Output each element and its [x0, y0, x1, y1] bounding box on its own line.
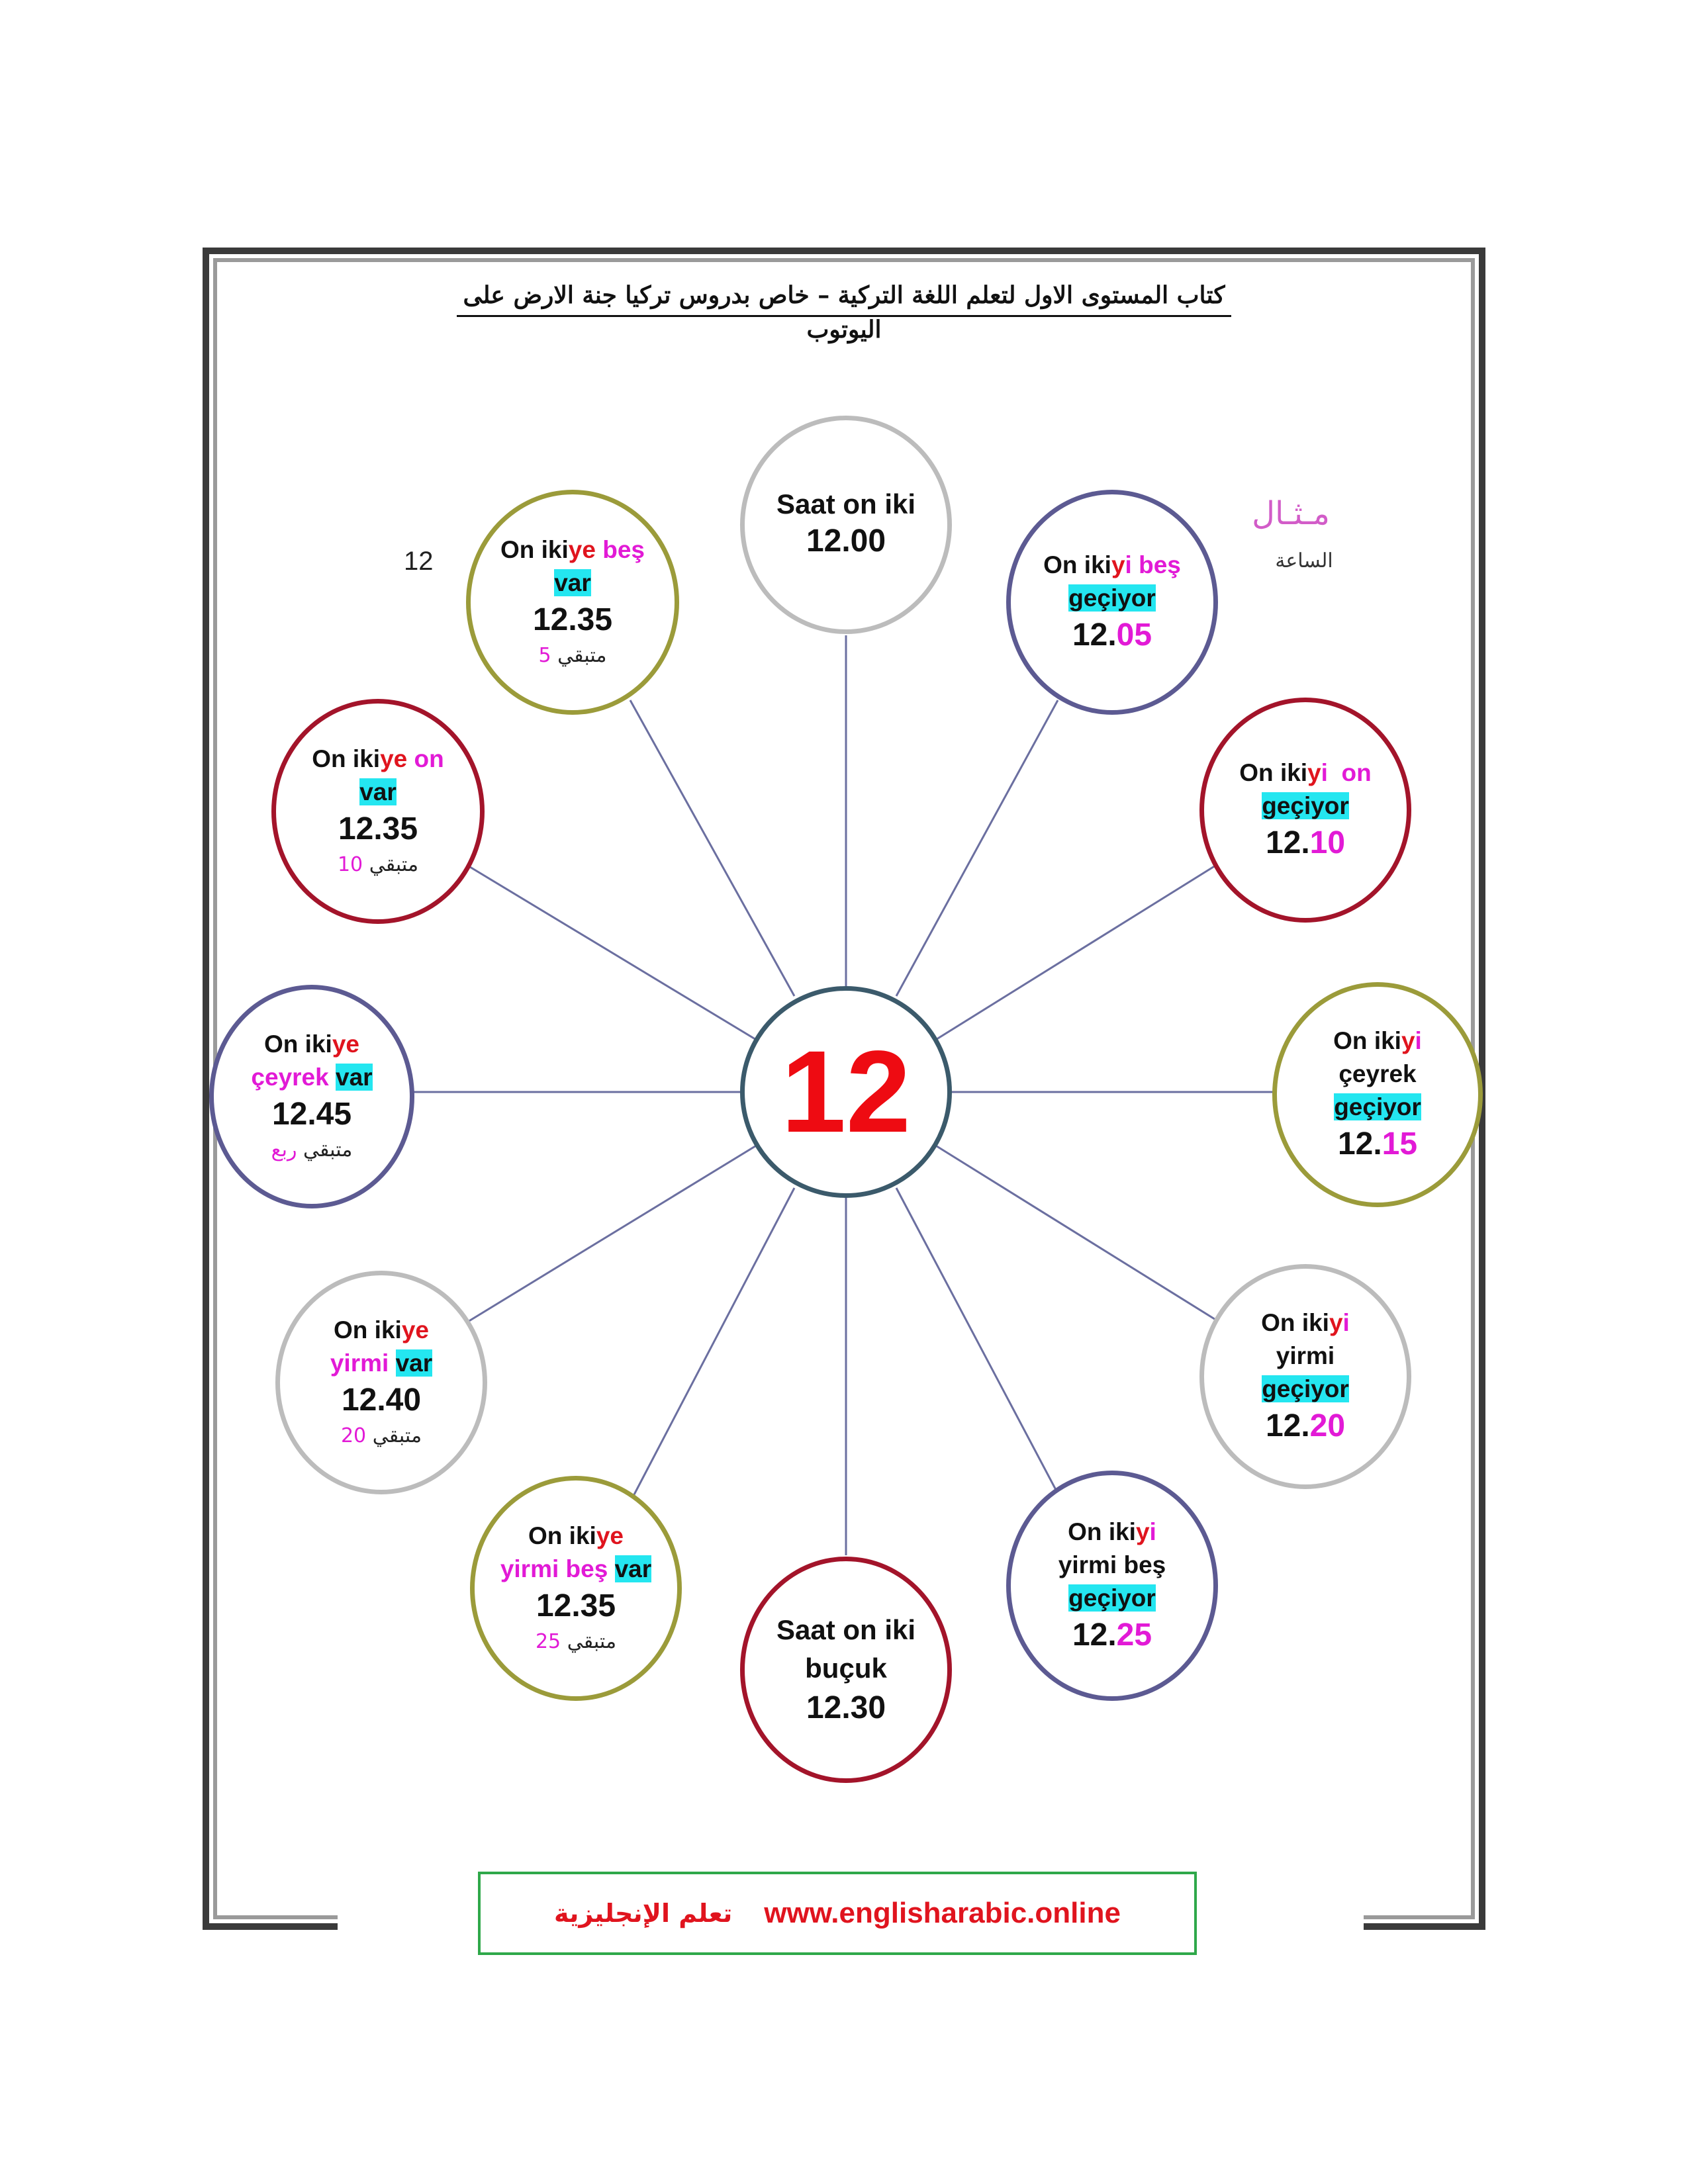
- circle-1250: [271, 699, 485, 924]
- circle-1215-phrase: On ikiyi: [1333, 1027, 1422, 1054]
- circle-1250-remaining: متبقي 10: [337, 853, 419, 876]
- page-header: كتاب المستوى الاول لتعلم اللغة التركية – خاص بدروس تركيا جنة الارض على اليوتوب: [457, 278, 1231, 317]
- circle-1235-b-phrase: On ikiye: [528, 1522, 624, 1549]
- footer-banner: [478, 1872, 1197, 1955]
- circle-1215-word: çeyrek: [1338, 1060, 1417, 1087]
- circle-1230: [740, 1557, 952, 1783]
- footer-arabic: تعلم الإنجليزية: [554, 1899, 733, 1928]
- circle-1200-label: Saat on iki: [776, 488, 916, 520]
- circle-1210-phrase: On ikiyi on: [1239, 759, 1372, 786]
- center-hour-number: 12: [781, 1027, 911, 1157]
- circle-1230-label2: buçuk: [805, 1653, 887, 1684]
- circle-1225-phrase: On ikiyi: [1068, 1518, 1156, 1545]
- spoke-1220: [935, 1145, 1222, 1324]
- circle-1240-phrase: On ikiye: [334, 1316, 429, 1343]
- circle-1255: [466, 490, 679, 715]
- spoke-1225: [896, 1188, 1062, 1501]
- circle-1220-verb: geçiyor: [1262, 1375, 1349, 1402]
- circle-1240-word-line: yirmi var: [330, 1349, 433, 1377]
- circle-1245-remaining: متبقي ربع: [271, 1138, 353, 1161]
- circle-1255-time: 12.35: [532, 602, 613, 637]
- circle-1210-verb: geçiyor: [1262, 792, 1349, 819]
- circle-1245-phrase: On ikiye: [264, 1030, 359, 1058]
- circle-1250-phrase: On ikiye on: [312, 745, 444, 772]
- circle-1210: [1199, 698, 1411, 923]
- circle-1205-time: 12.05: [1072, 617, 1152, 653]
- spoke-1255: [630, 700, 794, 996]
- circle-1255-verb: var: [554, 569, 591, 596]
- circle-1210-time: 12.10: [1265, 825, 1346, 860]
- circle-1255-remaining: متبقي 5: [538, 644, 607, 667]
- circle-1200-time: 12.00: [806, 523, 886, 559]
- circle-1230-label: Saat on iki: [776, 1614, 916, 1645]
- circle-1205-verb: geçiyor: [1068, 584, 1156, 612]
- footer-url-link[interactable]: www.englisharabic.online: [764, 1897, 1121, 1929]
- circle-1215-verb: geçiyor: [1334, 1093, 1421, 1120]
- spoke-1235b: [633, 1188, 794, 1497]
- circle-1220-word: yirmi: [1276, 1342, 1335, 1369]
- circle-1235-b-time: 12.35: [536, 1588, 616, 1623]
- spoke-1205: [896, 700, 1058, 996]
- example-title: مـثـال: [1252, 495, 1330, 532]
- circle-1200: [740, 416, 952, 634]
- circle-1205-phrase: On ikiyi beş: [1043, 551, 1181, 578]
- circle-1240: [275, 1271, 487, 1494]
- circle-1240-remaining: متبقي 20: [340, 1424, 422, 1447]
- side-number-label: 12: [404, 547, 434, 576]
- center-hour-circle: [740, 986, 952, 1198]
- circle-1225: [1006, 1471, 1218, 1701]
- circle-1225-word: yirmi beş: [1058, 1551, 1166, 1578]
- circle-1255-phrase: On ikiye beş: [500, 536, 645, 563]
- circle-1215: [1272, 982, 1483, 1207]
- circle-1230-time: 12.30: [806, 1690, 886, 1725]
- circle-1250-verb: var: [359, 778, 397, 805]
- circle-1245-time: 12.45: [271, 1097, 352, 1132]
- circle-1240-time: 12.40: [341, 1383, 422, 1418]
- circle-1245: [209, 985, 414, 1208]
- example-subtitle: الساعة: [1275, 549, 1333, 572]
- spoke-1250: [470, 867, 757, 1040]
- circle-1235-b-word-line: yirmi beş var: [500, 1555, 652, 1582]
- circle-1205: [1006, 490, 1218, 715]
- circle-1215-time: 12.15: [1337, 1126, 1418, 1161]
- circle-1220: [1199, 1264, 1411, 1489]
- circle-1250-time: 12.35: [338, 811, 418, 846]
- circle-1225-time: 12.25: [1072, 1617, 1152, 1653]
- circle-1235-b: [470, 1476, 682, 1701]
- circle-1235-b-remaining: متبقي 25: [535, 1630, 617, 1653]
- circle-1225-verb: geçiyor: [1068, 1584, 1156, 1612]
- spoke-1240: [465, 1145, 757, 1324]
- circle-1220-time: 12.20: [1265, 1408, 1346, 1443]
- circle-1220-phrase: On ikiyi: [1261, 1309, 1350, 1336]
- circle-1245-word-line: çeyrek var: [251, 1064, 373, 1091]
- spoke-1210: [935, 866, 1215, 1040]
